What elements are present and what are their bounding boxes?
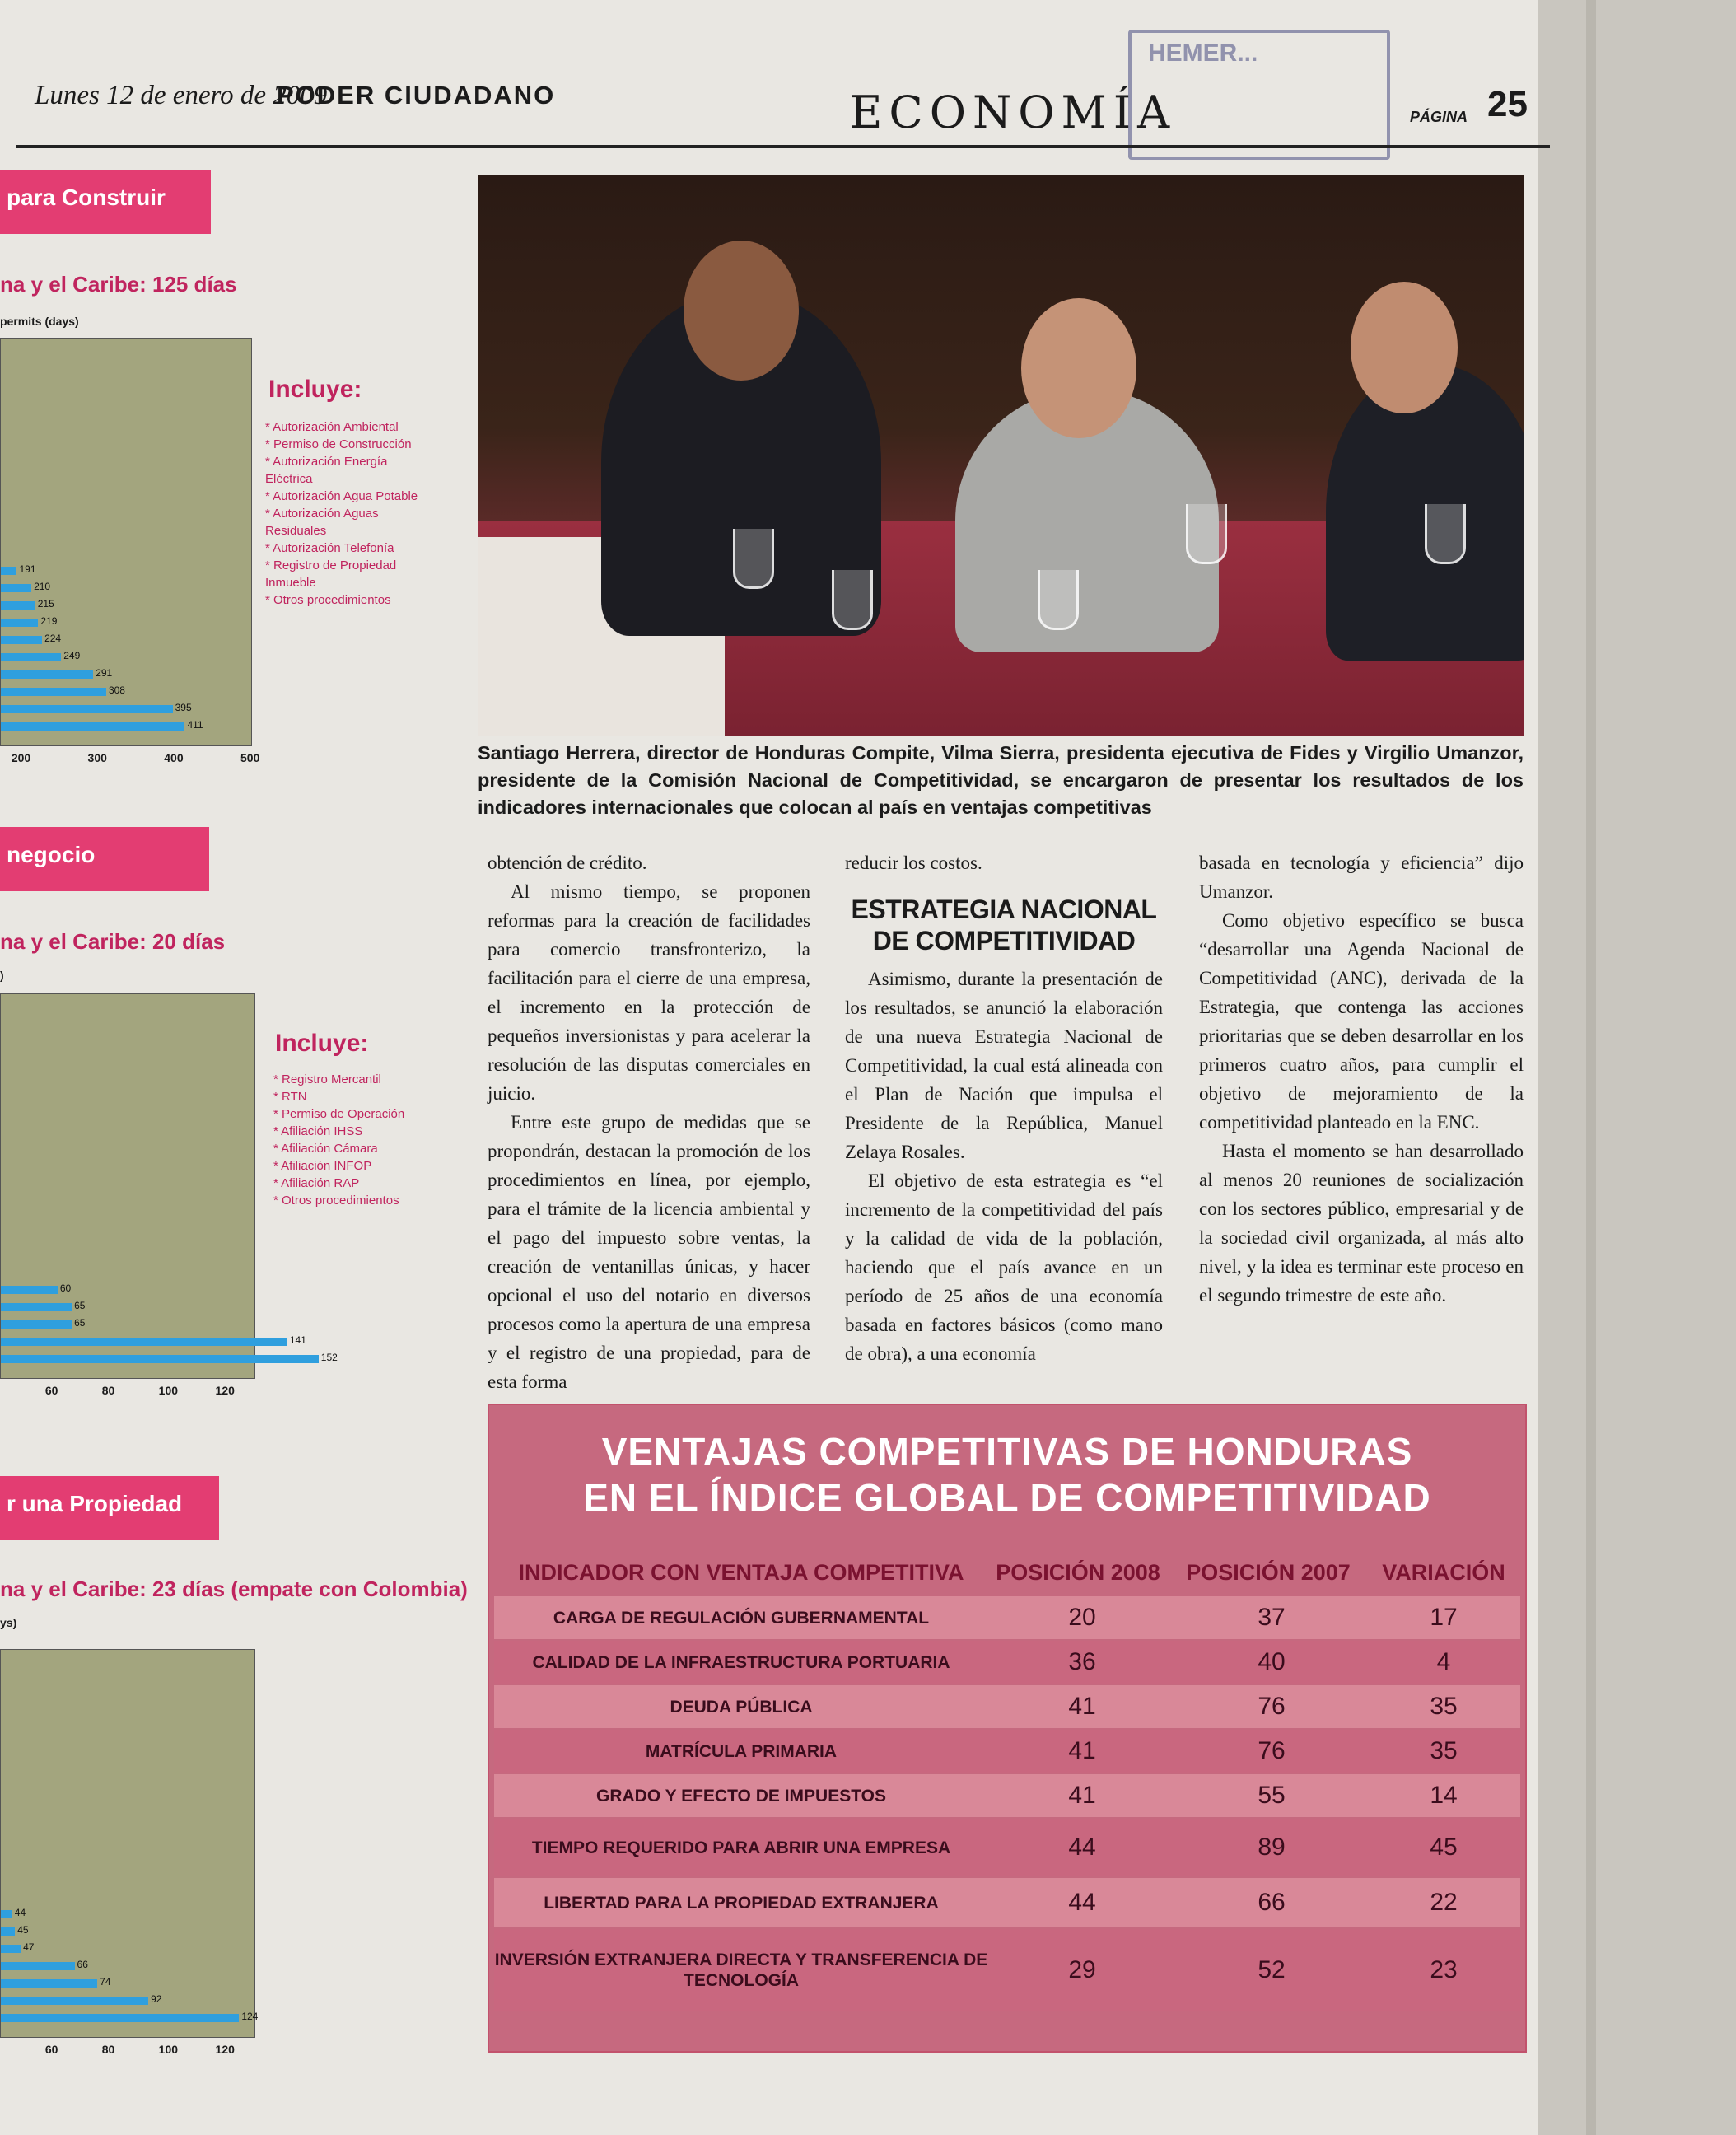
chart-bar [1, 1320, 72, 1329]
includes-item: * Autorización Ambiental [265, 420, 399, 434]
chart-bar [1, 1962, 75, 1970]
table-cell-indicator: CARGA DE REGULACIÓN GUBERNAMENTAL [553, 1608, 930, 1628]
table-cell-2007: 76 [1258, 1693, 1286, 1720]
table-row [494, 1685, 1520, 1728]
section-title: ECONOMÍA [850, 86, 1177, 138]
table-cell-2007: 37 [1258, 1604, 1286, 1631]
chart-bar-label: 291 [96, 667, 113, 679]
article-paragraph: Entre este grupo de medidas que se propondrán, destacan la promoción de los procedimientos en línea, por ejemplo, para el trámite de la licencia ambiental y el pago del impuesto sobre ventas, la creación de ventanillas únicas, y hacer opcional el uso del notario en diversos procesos como la apertura de una empresa y el registro de una propiedad, para de esta forma [488, 1112, 810, 1392]
chart3-subtitle: na y el Caribe: 23 días (empate con Colombia) [0, 1577, 468, 1601]
article-column-1 [488, 848, 810, 1396]
chart-bar-label: 74 [100, 1976, 111, 1988]
chart-bar-label: 152 [320, 1352, 338, 1363]
chart-bar-label: 308 [108, 684, 125, 696]
chart-bar-label: 224 [44, 633, 62, 644]
table-cell-2008: 41 [1068, 1693, 1096, 1720]
chart-x-tick: 80 [101, 2043, 115, 2056]
article-paragraph: Asimismo, durante la presentación de los resultados, se anunció la elaboración de una nueva Estrategia Nacional de Competitividad, la cual está alineada con el Plan de Nación que impulsa el Presidente de la República, Manuel Zelaya Rosales. [845, 969, 1163, 1162]
includes-item: * Permiso de Construcción [265, 437, 412, 451]
chart2-includes-title: Incluye: [275, 1030, 369, 1057]
article-paragraph: reducir los costos. [845, 853, 982, 873]
includes-item: * Afiliación INFOP [273, 1159, 372, 1173]
chart-bar [1, 619, 38, 627]
table-cell-variation: 17 [1430, 1604, 1458, 1631]
table-cell-2008: 44 [1068, 1889, 1096, 1916]
table-cell-variation: 14 [1430, 1782, 1458, 1809]
table-cell-variation: 23 [1430, 1956, 1458, 1983]
article-column-3 [1199, 848, 1524, 1310]
includes-item: * Otros procedimientos [265, 593, 391, 607]
chart2-band: negocio [0, 827, 209, 891]
page-fold [1586, 0, 1596, 2135]
chart1-plot [0, 338, 252, 746]
table-cell-2007: 40 [1258, 1648, 1286, 1675]
chart-x-tick: 120 [215, 2043, 235, 2056]
chart-bar-label: 65 [74, 1300, 86, 1311]
table-title-line1: VENTAJAS COMPETITIVAS DE HONDURAS [601, 1430, 1413, 1473]
page-spine [1538, 0, 1736, 2135]
table-cell-variation: 45 [1430, 1834, 1458, 1861]
includes-item: * Permiso de Operación [273, 1107, 405, 1121]
chart-x-tick: 500 [240, 751, 260, 764]
includes-item: * RTN [273, 1090, 307, 1104]
table-cell-indicator: DEUDA PÚBLICA [670, 1697, 813, 1717]
article-paragraph: basada en tecnología y eficiencia” dijo Umanzor. [1199, 853, 1524, 902]
chart-bar [1, 1997, 148, 2005]
table-cell-2008: 36 [1068, 1648, 1096, 1675]
chart-x-tick: 80 [101, 1384, 115, 1397]
chart1-band: para Construir [0, 170, 211, 234]
chart-bar [1, 705, 173, 713]
chart-bar [1, 1979, 97, 1988]
includes-item: * Registro de Propiedad Inmueble [265, 558, 397, 590]
press-photo [478, 175, 1524, 736]
chart-bar-label: 219 [40, 615, 58, 627]
page-number: 25 [1487, 84, 1528, 124]
chart2-includes-list [273, 1071, 446, 1209]
article-paragraph: Como objetivo específico se busca “desarrollar una Agenda Nacional de Competitividad (ANC), derivada de la Estrategia, que contenga las acciones prioritarias que se deben desarrollar en los primeros cuatro años, para cumplir el objetivo de mejoramiento de la competitividad planteado en la ENC. [1199, 910, 1524, 1133]
chart-bar-label: 215 [37, 598, 54, 610]
chart-x-tick: 60 [44, 2043, 58, 2056]
includes-item: * Autorización Aguas Residuales [265, 507, 379, 538]
table-cell-2007: 52 [1258, 1956, 1286, 1983]
table-title [489, 1428, 1525, 1521]
includes-item: * Otros procedimientos [273, 1194, 399, 1208]
table-cell-2007: 55 [1258, 1782, 1286, 1809]
includes-item: * Autorización Agua Potable [265, 489, 418, 503]
photo-glass [1425, 504, 1466, 564]
article-column-2 [845, 848, 1163, 1368]
chart1-axis-note: permits (days) [0, 315, 79, 328]
table-cell-2007: 66 [1258, 1889, 1286, 1916]
chart-bar-label: 60 [59, 1282, 72, 1294]
table-cell-2008: 20 [1068, 1604, 1096, 1631]
chart-bar-label: 124 [241, 2011, 259, 2022]
table-cell-variation: 35 [1430, 1693, 1458, 1720]
chart1-includes-list [265, 418, 438, 609]
table-cell-2007: 89 [1258, 1834, 1286, 1861]
table-row [494, 1641, 1520, 1684]
includes-item: * Registro Mercantil [273, 1072, 381, 1086]
chart-bar [1, 567, 16, 575]
header-rule [16, 145, 1550, 148]
chart-bar [1, 1927, 15, 1936]
table-header-2007: POSICIÓN 2007 [1186, 1560, 1351, 1585]
chart-bar [1, 601, 35, 610]
chart-bar [1, 1355, 319, 1363]
table-cell-indicator: MATRÍCULA PRIMARIA [645, 1741, 838, 1761]
photo-head-left [684, 241, 799, 381]
chart-bar-label: 65 [74, 1317, 86, 1329]
photo-head-center [1021, 298, 1136, 438]
library-stamp [1128, 30, 1390, 160]
table-row [494, 1878, 1520, 1927]
table-row [494, 1929, 1520, 2011]
article-subheading: ESTRATEGIA NACIONAL DE COMPETITIVIDAD [851, 895, 1157, 955]
stamp-text: HEMER... [1148, 40, 1258, 67]
table-cell-indicator: CALIDAD DE LA INFRAESTRUCTURA PORTUARIA [532, 1652, 950, 1672]
chart-x-tick: 200 [11, 751, 31, 764]
photo-glass [733, 529, 774, 589]
chart1-includes-title: Incluye: [268, 376, 362, 403]
chart-bar-label: 92 [151, 1993, 162, 2005]
newspaper-name: PODER CIUDADANO [277, 81, 556, 110]
chart-bar-label: 66 [77, 1959, 88, 1970]
chart-bar [1, 1338, 287, 1346]
table-cell-2008: 41 [1068, 1782, 1096, 1809]
includes-item: * Autorización Telefonía [265, 541, 394, 555]
photo-caption: Santiago Herrera, director de Honduras Compite, Vilma Sierra, presidenta ejecutiva de Fides y Virgilio Umanzor, presidente de la Comisión Nacional de Competitividad, se encargaron de presentar los resultados de los indicadores internacionales que colocan al país en ventajas competitivas [478, 742, 1524, 818]
chart2-axis-note: ) [0, 969, 4, 982]
chart-bar [1, 584, 31, 592]
chart-x-tick: 120 [215, 1384, 235, 1397]
chart-bar-label: 411 [187, 719, 203, 731]
table-cell-2008: 29 [1068, 1956, 1096, 1983]
photo-glass [1038, 570, 1079, 630]
chart3-plot [0, 1649, 259, 2038]
table-cell-indicator: INVERSIÓN EXTRANJERA DIRECTA Y TRANSFERENCIA DE TECNOLOGÍA [494, 1950, 988, 1990]
chart-bar-label: 210 [34, 581, 51, 592]
chart-bar-label: 47 [23, 1941, 35, 1953]
competitiveness-table [488, 1404, 1527, 2053]
chart-bar [1, 722, 184, 731]
chart-x-tick: 100 [158, 2043, 179, 2056]
chart-bar-label: 141 [289, 1334, 306, 1346]
chart-bar-label: 191 [19, 563, 36, 575]
chart-x-tick: 100 [158, 1384, 179, 1397]
includes-item: * Autorización Energía Eléctrica [265, 455, 388, 486]
includes-item: * Afiliación Cámara [273, 1142, 378, 1156]
table-cell-variation: 4 [1436, 1648, 1451, 1675]
chart2-subtitle: na y el Caribe: 20 días [0, 929, 226, 954]
chart-bar [1, 670, 93, 679]
chart-bar [1, 1286, 58, 1294]
chart-bar [1, 2014, 239, 2022]
page-label: PÁGINA [1410, 109, 1468, 125]
table-cell-2008: 41 [1068, 1737, 1096, 1764]
table-row [494, 1730, 1520, 1773]
chart-x-tick: 60 [44, 1384, 58, 1397]
table-row [494, 1819, 1520, 1876]
article-paragraph: Al mismo tiempo, se proponen reformas para la creación de facilidades para comercio transfronterizo, la facilitación para el cierre de una empresa, el incremento en la protección de pequeños inversionistas y para acelerar la resolución de las disputas comerciales en juicio. [488, 881, 810, 1104]
chart-x-tick: 300 [87, 751, 107, 764]
includes-item: * Afiliación IHSS [273, 1124, 363, 1138]
chart1-subtitle: na y el Caribe: 125 días [0, 272, 237, 297]
article-paragraph: El objetivo de esta estrategia es “el incremento de la competitividad del país y la calidad de vida de la población, haciendo que el país avance en un período de 25 años de una economía basada en factores básicos (como mano de obra), a una economía [845, 1170, 1163, 1364]
table-row [494, 1774, 1520, 1817]
chart-bar [1, 1945, 21, 1953]
chart-bar [1, 688, 106, 696]
table-cell-indicator: GRADO Y EFECTO DE IMPUESTOS [595, 1786, 887, 1806]
table-header-variation: VARIACIÓN [1382, 1560, 1505, 1585]
table-cell-variation: 22 [1430, 1889, 1458, 1916]
table-header-2008: POSICIÓN 2008 [996, 1560, 1160, 1585]
chart-bar-label: 45 [17, 1924, 29, 1936]
chart3-band: r una Propiedad [0, 1476, 219, 1540]
chart-bar [1, 1303, 72, 1311]
article-paragraph: Hasta el momento se han desarrollado al menos 20 reuniones de socialización con los sectores público, empresarial y de la sociedad civil organizada, al más alto nivel, y la idea es terminar este proceso en el segundo trimestre de este año. [1199, 1141, 1524, 1306]
table-cell-2007: 76 [1258, 1737, 1286, 1764]
table-cell-indicator: TIEMPO REQUERIDO PARA ABRIR UNA EMPRESA [531, 1838, 951, 1857]
chart-bar [1, 653, 61, 661]
article-paragraph: obtención de crédito. [488, 853, 647, 873]
chart-bar [1, 636, 42, 644]
chart-x-tick: 400 [164, 751, 184, 764]
chart3-axis-note: ys) [0, 1616, 17, 1629]
photo-head-right [1351, 282, 1458, 413]
includes-item: * Afiliación RAP [273, 1176, 360, 1190]
table-row [494, 1596, 1520, 1639]
table-cell-variation: 35 [1430, 1737, 1458, 1764]
chart-bar-label: 249 [63, 650, 81, 661]
photo-glass [832, 570, 873, 630]
table-cell-2008: 44 [1068, 1834, 1096, 1861]
issue-date: Lunes 12 de enero de 2009 [35, 81, 328, 110]
chart-bar-label: 395 [175, 702, 192, 713]
table-title-line2: EN EL ÍNDICE GLOBAL DE COMPETITIVIDAD [583, 1476, 1431, 1519]
chart-bar-label: 44 [14, 1907, 26, 1918]
photo-glass [1186, 504, 1227, 564]
table-header-indicator: INDICADOR CON VENTAJA COMPETITIVA [518, 1560, 964, 1585]
table-cell-indicator: LIBERTAD PARA LA PROPIEDAD EXTRANJERA [544, 1893, 939, 1913]
chart-bar [1, 1910, 12, 1918]
